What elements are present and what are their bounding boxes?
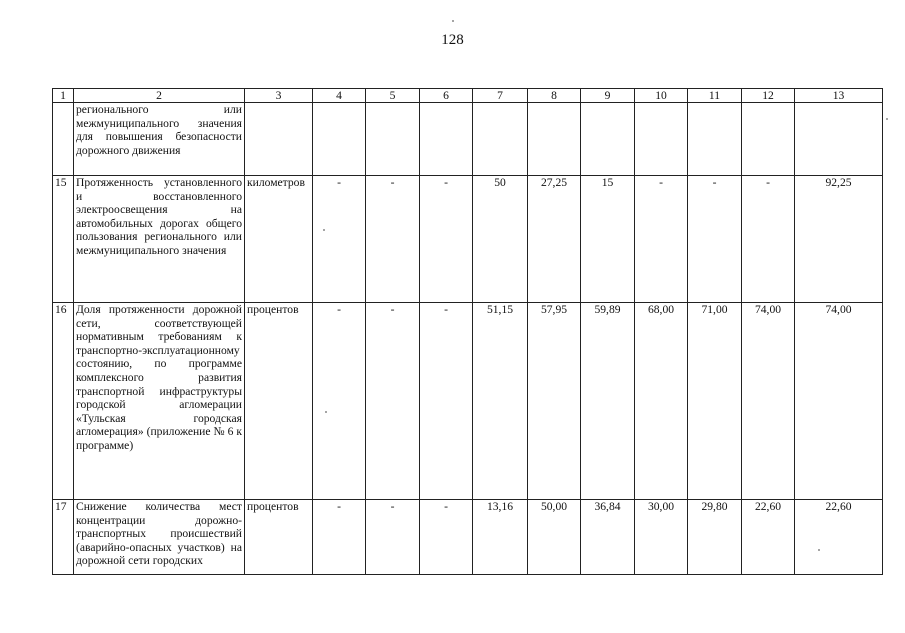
column-header: 2 [74, 89, 245, 103]
value-cell: - [420, 303, 473, 500]
column-header: 5 [366, 89, 420, 103]
row-number: 15 [53, 176, 74, 303]
unit-cell [245, 103, 313, 176]
value-cell [742, 103, 795, 176]
value-cell: 13,16 [473, 500, 528, 575]
value-cell: 30,00 [635, 500, 688, 575]
unit-cell: километров [245, 176, 313, 303]
value-cell: - [313, 303, 366, 500]
column-header: 11 [688, 89, 742, 103]
value-cell: - [313, 500, 366, 575]
indicator-name: Снижение количества мест концентрации дорожно-транспортных происшествий (аварийно-опасных участков) на дорожной сети городских [74, 500, 245, 575]
column-number-row [53, 89, 883, 103]
table-row [53, 176, 883, 303]
value-cell [795, 103, 883, 176]
value-cell: 27,25 [528, 176, 581, 303]
scan-speck [325, 411, 327, 413]
value-cell [581, 103, 635, 176]
value-cell: 71,00 [688, 303, 742, 500]
value-cell: 51,15 [473, 303, 528, 500]
column-header: 4 [313, 89, 366, 103]
value-cell: 68,00 [635, 303, 688, 500]
value-cell [473, 103, 528, 176]
unit-cell: процентов [245, 500, 313, 575]
value-cell: 74,00 [742, 303, 795, 500]
value-cell: - [420, 500, 473, 575]
indicator-name: регионального или межмуниципального значения для повышения безопасности дорожного движения [74, 103, 245, 176]
value-cell: - [742, 176, 795, 303]
page-number: 128 [441, 32, 464, 48]
value-cell: 15 [581, 176, 635, 303]
value-cell: - [366, 500, 420, 575]
scan-speck [452, 20, 454, 22]
scan-speck [818, 549, 820, 551]
value-cell [688, 103, 742, 176]
indicators-table [52, 88, 883, 575]
value-cell [313, 103, 366, 176]
indicator-name: Протяженность установленного и восстановленного электроосвещения на автомобильных дорогах общего пользования регионального или межмуниципального значения [74, 176, 245, 303]
table-row [53, 500, 883, 575]
table-row [53, 103, 883, 176]
value-cell: - [688, 176, 742, 303]
value-cell [366, 103, 420, 176]
value-cell: - [635, 176, 688, 303]
scan-speck [886, 118, 888, 120]
value-cell [635, 103, 688, 176]
table-row [53, 303, 883, 500]
value-cell: 59,89 [581, 303, 635, 500]
value-cell: - [313, 176, 366, 303]
row-number [53, 103, 74, 176]
value-cell: 92,25 [795, 176, 883, 303]
value-cell: 36,84 [581, 500, 635, 575]
column-header: 10 [635, 89, 688, 103]
row-number: 17 [53, 500, 74, 575]
value-cell: - [366, 176, 420, 303]
column-header: 13 [795, 89, 883, 103]
value-cell: 57,95 [528, 303, 581, 500]
value-cell: - [420, 176, 473, 303]
value-cell: 29,80 [688, 500, 742, 575]
value-cell: 74,00 [795, 303, 883, 500]
row-number: 16 [53, 303, 74, 500]
value-cell [420, 103, 473, 176]
column-header: 1 [53, 89, 74, 103]
value-cell: 50 [473, 176, 528, 303]
column-header: 9 [581, 89, 635, 103]
indicator-name: Доля протяженности дорожной сети, соответствующей нормативным требованиям к транспортно-эксплуатационному состоянию, по программе комплексного развития транспортной инфраструктуры городской агломерации «Тульская городская агломерация» (приложение № 6 к программе) [74, 303, 245, 500]
value-cell: 22,60 [795, 500, 883, 575]
scan-speck [323, 229, 325, 231]
column-header: 12 [742, 89, 795, 103]
value-cell: - [366, 303, 420, 500]
value-cell [528, 103, 581, 176]
unit-cell: процентов [245, 303, 313, 500]
value-cell: 50,00 [528, 500, 581, 575]
column-header: 3 [245, 89, 313, 103]
value-cell: 22,60 [742, 500, 795, 575]
column-header: 8 [528, 89, 581, 103]
column-header: 6 [420, 89, 473, 103]
column-header: 7 [473, 89, 528, 103]
